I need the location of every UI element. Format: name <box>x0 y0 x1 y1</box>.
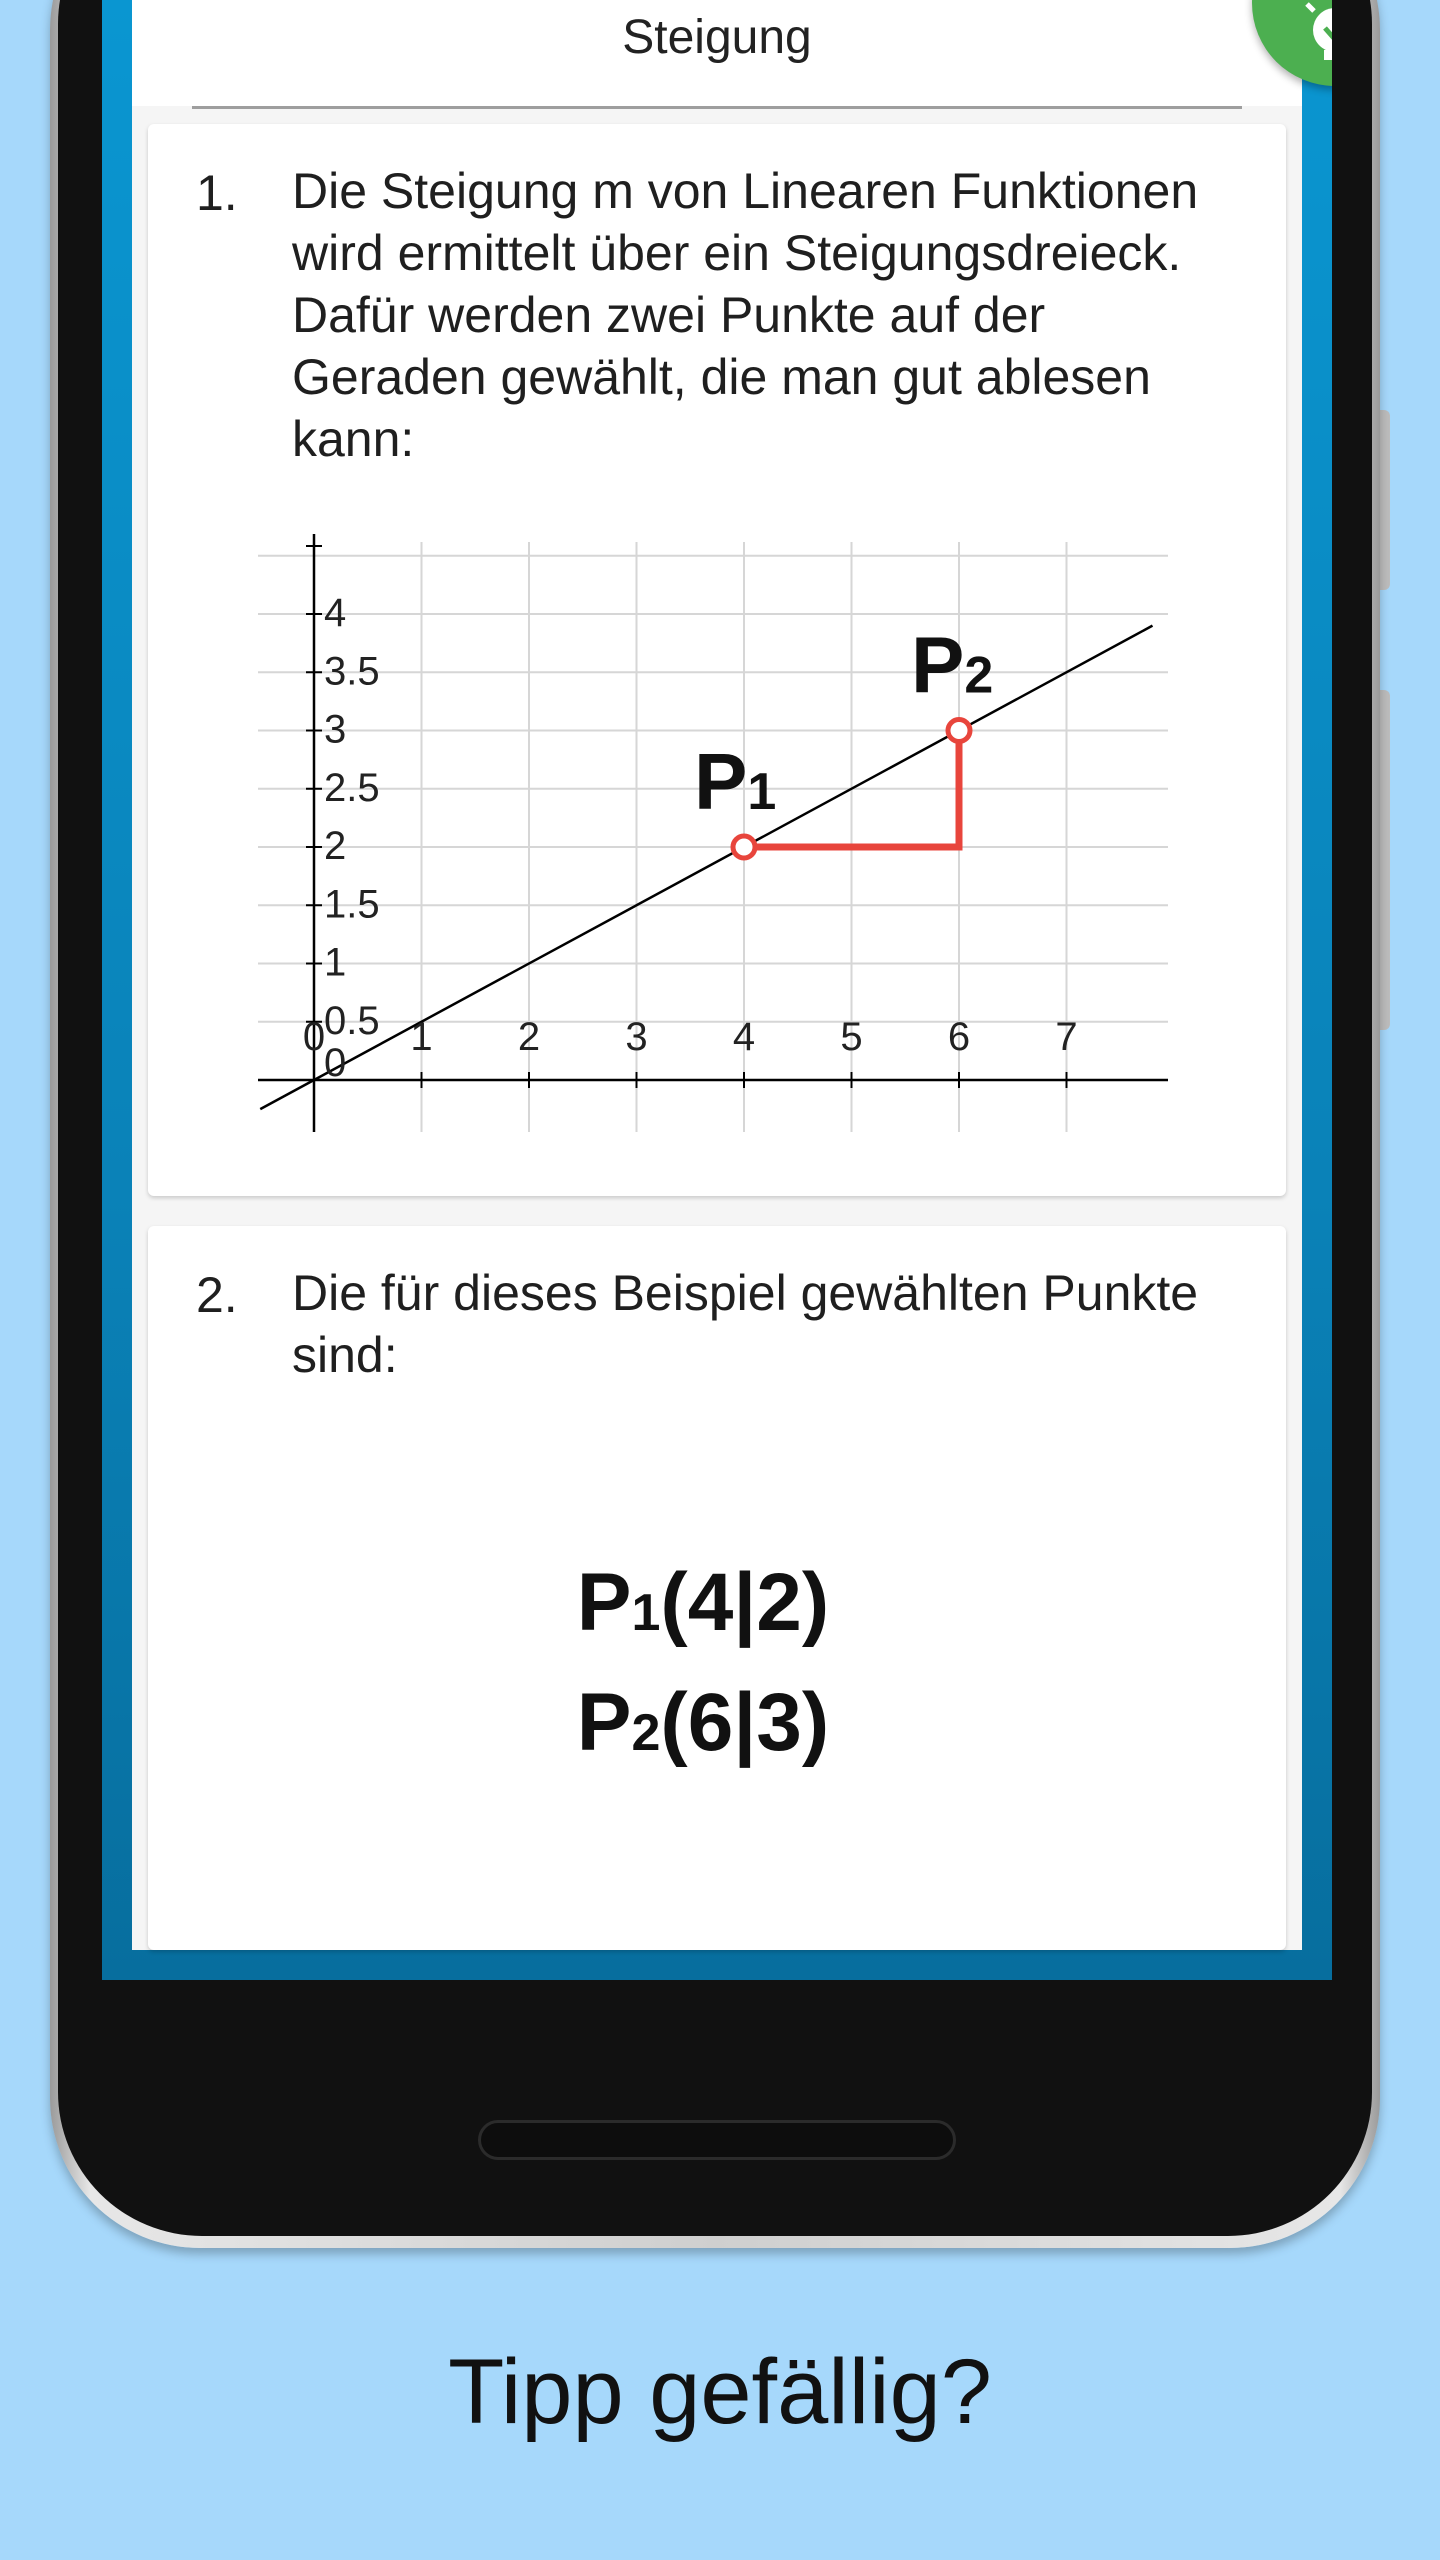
y-tick-label: 3 <box>324 707 347 752</box>
point-p1 <box>148 1556 1258 1650</box>
step-number-1: 1. <box>196 165 238 221</box>
y-tick-label: 2.5 <box>324 765 380 810</box>
slope-chart <box>258 534 1168 1154</box>
point-p2-label: P <box>576 1677 632 1768</box>
x-tick-label: 2 <box>517 1015 541 1059</box>
hint-button[interactable] <box>1252 0 1332 86</box>
chart-axes <box>258 534 1168 1132</box>
x-tick-label: 6 <box>947 1015 971 1059</box>
y-tick-label: 1 <box>324 940 347 985</box>
y-tick-label: 2 <box>324 824 347 868</box>
step-2-line: Die für dieses Beispiel gewählten Punkte <box>292 1265 1199 1321</box>
point-marker-p2 <box>948 720 970 742</box>
point-p1-label: P <box>576 1557 632 1648</box>
x-tick-label: 4 <box>732 1015 756 1059</box>
step-card-1 <box>148 124 1286 1196</box>
y-tick-label: 0 <box>324 1041 347 1085</box>
page-title: Steigung <box>622 11 812 64</box>
y-tick-label: 4 <box>324 591 347 635</box>
home-button[interactable] <box>478 2120 956 2160</box>
point-p2-sub: 2 <box>631 1704 661 1762</box>
y-tick-label: 3.5 <box>324 649 380 694</box>
step-number-2: 2. <box>196 1267 238 1323</box>
x-tick-label: 3 <box>625 1015 648 1059</box>
point-p2 <box>148 1676 1258 1770</box>
chart-line <box>260 626 1152 1109</box>
title-bar <box>132 0 1302 106</box>
function-line <box>260 626 1152 1109</box>
y-tick-label: 0.5 <box>324 998 380 1043</box>
step-card-2 <box>148 1226 1286 1950</box>
step-text-1 <box>292 160 1282 470</box>
caption-text: Tipp gefällig? <box>448 2341 992 2443</box>
content-sheet <box>132 0 1302 1950</box>
step-2-line: sind: <box>292 1327 398 1383</box>
x-tick-label: 1 <box>410 1015 433 1059</box>
point-marker-p1 <box>733 836 755 858</box>
point-p2-coords: (6|3) <box>660 1677 830 1768</box>
point-p1-sub: 1 <box>631 1584 661 1642</box>
y-tick-label: 1.5 <box>324 882 380 927</box>
step-text-2 <box>292 1262 1282 1386</box>
step-1-line: Dafür werden zwei Punkte auf der <box>292 287 1046 343</box>
lightbulb-icon <box>1252 0 1332 86</box>
x-tick-label: 7 <box>1055 1015 1078 1059</box>
title-divider <box>192 106 1242 109</box>
point-label-p1: P1 <box>694 737 777 826</box>
chart-grid <box>258 542 1168 1132</box>
point-p1-coords: (4|2) <box>660 1557 830 1648</box>
step-1-line: Die Steigung m von Linearen Funktionen <box>292 163 1199 219</box>
point-label-p2: P2 <box>911 620 994 710</box>
step-1-line: kann: <box>292 411 415 467</box>
phone-screen <box>102 0 1332 1980</box>
x-tick-label: 0 <box>302 1015 326 1059</box>
step-1-line: Geraden gewählt, die man gut ablesen <box>292 349 1151 405</box>
step-1-line: wird ermittelt über ein Steigungsdreieck. <box>292 225 1182 281</box>
x-tick-label: 5 <box>840 1015 863 1059</box>
